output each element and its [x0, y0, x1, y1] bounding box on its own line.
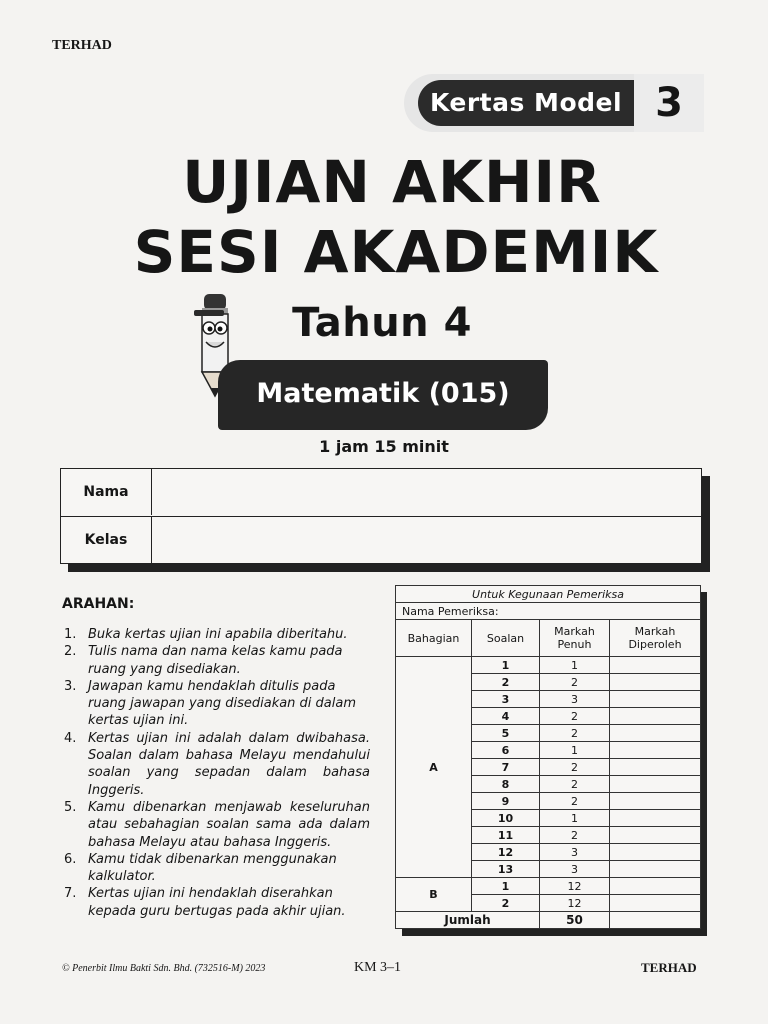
instructions-heading: ARAHAN: — [62, 596, 135, 612]
obtained-marks-cell — [610, 810, 701, 827]
instruction-item: 6. Kamu tidak dibenarkan menggunakan kalkulator. — [64, 851, 337, 885]
question-cell: 9 — [472, 793, 540, 810]
obtained-marks-cell — [610, 708, 701, 725]
obtained-marks-cell — [610, 759, 701, 776]
section-cell: B — [396, 878, 472, 912]
model-badge-pill — [404, 74, 634, 132]
footer-classification: TERHAD — [641, 960, 697, 975]
question-cell: 4 — [472, 708, 540, 725]
question-cell: 8 — [472, 776, 540, 793]
footer-copyright: © Penerbit Ilmu Bakti Sdn. Bhd. (732516-M) 2023 — [62, 963, 266, 974]
question-cell: 12 — [472, 844, 540, 861]
question-cell: 1 — [472, 657, 540, 674]
student-class-row — [61, 516, 701, 563]
obtained-marks-cell — [610, 861, 701, 878]
obtained-marks-cell — [610, 878, 701, 895]
table-row — [396, 657, 701, 674]
instruction-item: 4. Kertas ujian ini adalah dalam dwibahasa. Soalan dalam bahasa Melayu mendahului soalan yang sepadan dalam bahasa Inggeris. — [64, 730, 370, 798]
obtained-marks-cell — [610, 793, 701, 810]
question-cell: 7 — [472, 759, 540, 776]
table-row — [396, 878, 701, 895]
question-cell: 5 — [472, 725, 540, 742]
full-marks-header: Markah Penuh — [540, 620, 610, 657]
model-badge — [404, 74, 704, 132]
question-cell: 2 — [472, 895, 540, 912]
obtained-marks-cell — [610, 742, 701, 759]
obtained-marks-cell — [610, 674, 701, 691]
examiner-table — [395, 585, 701, 929]
total-obtained-cell — [610, 912, 701, 929]
question-cell: 3 — [472, 691, 540, 708]
question-cell: 6 — [472, 742, 540, 759]
obtained-marks-cell — [610, 725, 701, 742]
instruction-item: 5. Kamu dibenarkan menjawab keseluruhan atau sebahagian soalan sama ada dalam bahasa Melayu atau bahasa Inggeris. — [64, 799, 370, 850]
question-cell: 10 — [472, 810, 540, 827]
name-label: Nama — [61, 469, 152, 515]
full-marks-cell: 1 — [540, 810, 610, 827]
footer-page-number: KM 3–1 — [354, 960, 402, 975]
title-line-2: SESI AKADEMIK — [133, 218, 659, 286]
total-row — [396, 912, 701, 929]
obtained-marks-cell — [610, 844, 701, 861]
model-badge-number: 3 — [634, 74, 704, 132]
grade-level: Tahun 4 — [292, 300, 472, 346]
class-label: Kelas — [61, 517, 152, 563]
obtained-marks-cell — [610, 657, 701, 674]
obtained-marks-cell — [610, 691, 701, 708]
section-cell: A — [396, 657, 472, 878]
obtained-marks-cell — [610, 895, 701, 912]
full-marks-cell: 2 — [540, 708, 610, 725]
full-marks-cell: 3 — [540, 861, 610, 878]
question-cell: 1 — [472, 878, 540, 895]
student-info-box — [60, 468, 702, 564]
full-marks-cell: 2 — [540, 776, 610, 793]
full-marks-cell: 2 — [540, 793, 610, 810]
instructions-list — [62, 626, 370, 920]
instruction-item: 7. Kertas ujian ini hendaklah diserahkan kepada guru bertugas pada akhir ujian. — [64, 886, 346, 919]
full-marks-cell: 2 — [540, 674, 610, 691]
student-name-row — [61, 469, 701, 515]
examiner-table-title: Untuk Kegunaan Pemeriksa — [396, 586, 701, 603]
subject-banner: Matematik (015) — [218, 360, 548, 430]
full-marks-cell: 12 — [540, 878, 610, 895]
examiner-name-label: Nama Pemeriksa: — [396, 603, 701, 620]
obtained-marks-cell — [610, 776, 701, 793]
full-marks-cell: 1 — [540, 657, 610, 674]
full-marks-cell: 3 — [540, 691, 610, 708]
obtained-marks-header: Markah Diperoleh — [610, 620, 701, 657]
question-header: Soalan — [472, 620, 540, 657]
instruction-item: 1. Buka kertas ujian ini apabila diberitahu. — [64, 627, 348, 642]
exam-duration: 1 jam 15 minit — [319, 437, 449, 456]
total-marks: 50 — [540, 912, 610, 929]
instruction-item: 2. Tulis nama dan nama kelas kamu pada ruang yang disediakan. — [64, 644, 343, 677]
section-header: Bahagian — [396, 620, 472, 657]
question-cell: 2 — [472, 674, 540, 691]
model-badge-label: Kertas Model — [418, 80, 634, 126]
total-label: Jumlah — [396, 912, 540, 929]
title-line-1: UJIAN AKHIR — [182, 148, 602, 216]
full-marks-cell: 1 — [540, 742, 610, 759]
question-cell: 11 — [472, 827, 540, 844]
examiner-table-wrapper — [395, 585, 700, 929]
header-classification: TERHAD — [52, 38, 112, 53]
instruction-item: 3. Jawapan kamu hendaklah ditulis pada ruang jawapan yang disediakan di dalam kertas ujian ini. — [64, 678, 357, 729]
question-cell: 13 — [472, 861, 540, 878]
obtained-marks-cell — [610, 827, 701, 844]
full-marks-cell: 3 — [540, 844, 610, 861]
full-marks-cell: 2 — [540, 827, 610, 844]
full-marks-cell: 2 — [540, 759, 610, 776]
full-marks-cell: 2 — [540, 725, 610, 742]
full-marks-cell: 12 — [540, 895, 610, 912]
